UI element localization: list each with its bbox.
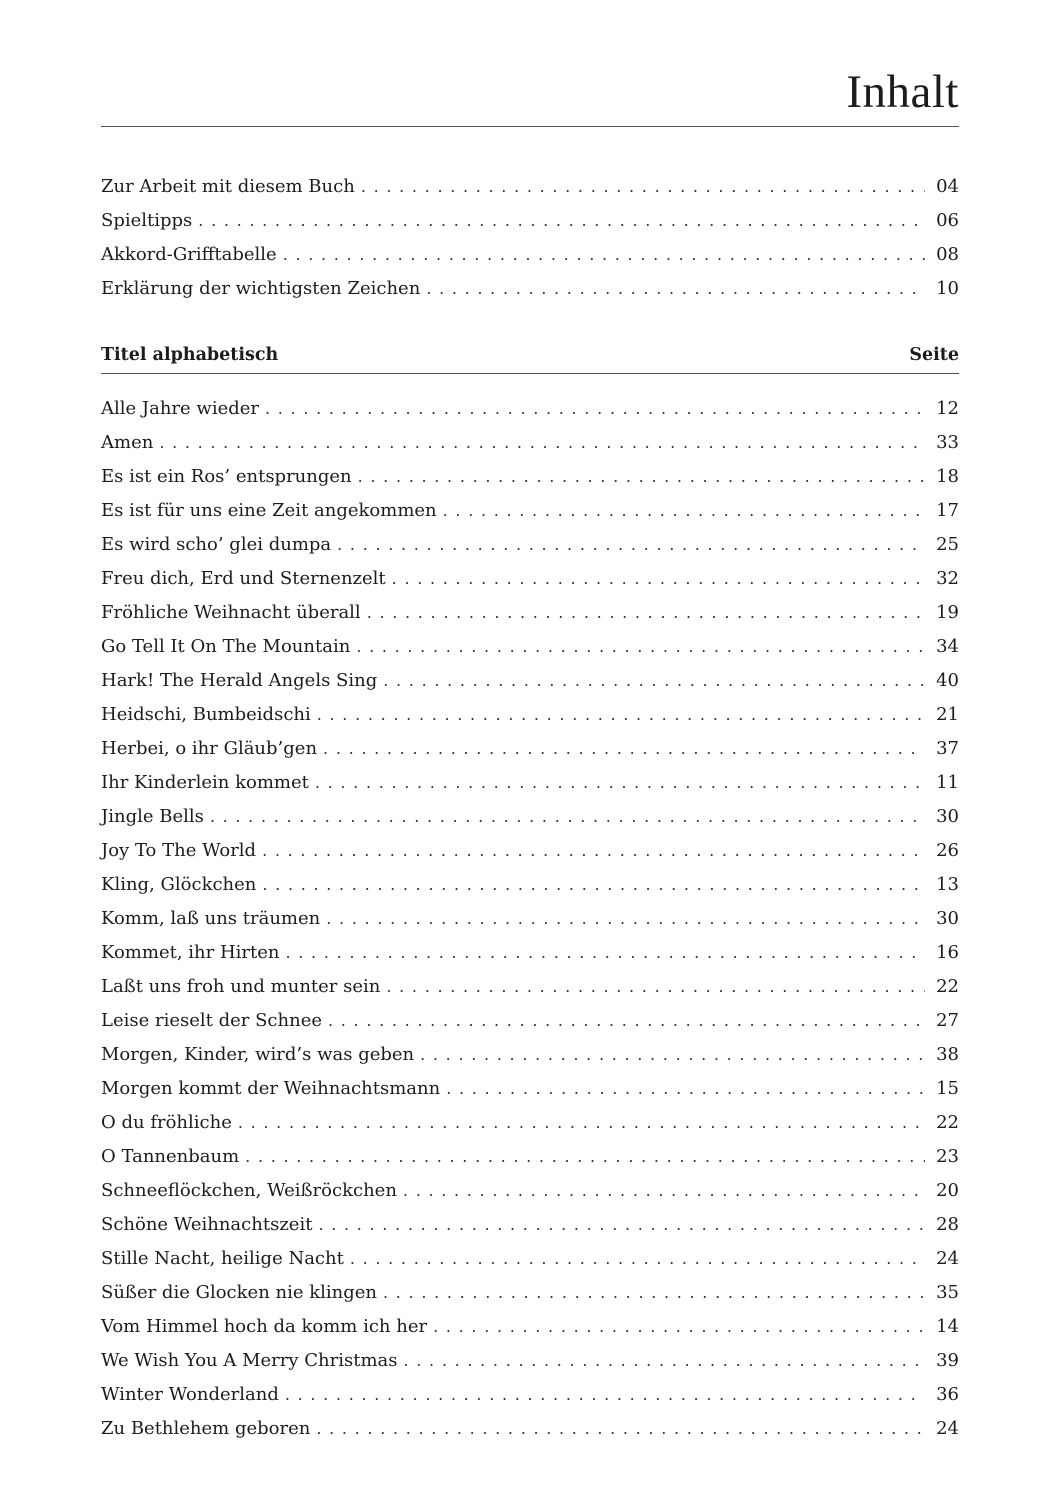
toc-entry-page: 25	[936, 534, 959, 555]
toc-entry-title: Es wird scho’ glei dumpa	[101, 534, 332, 555]
toc-entry-title: Ihr Kinderlein kommet	[101, 772, 309, 793]
toc-entry	[101, 800, 959, 834]
toc-entry-page: 18	[936, 466, 959, 487]
dot-leader	[350, 1242, 925, 1276]
toc-entry	[101, 392, 959, 426]
dot-leader	[392, 562, 925, 596]
toc-entry	[101, 766, 959, 800]
dot-leader	[210, 800, 925, 834]
toc-entry-title: Jingle Bells	[101, 806, 204, 827]
toc-entry-title: Leise rieselt der Schnee	[101, 1010, 322, 1031]
toc-entry	[101, 528, 959, 562]
toc-entry	[101, 1004, 959, 1038]
toc-entry-page: 04	[936, 176, 959, 197]
toc-entry-page: 06	[936, 210, 959, 231]
toc-entry	[101, 1378, 959, 1412]
toc-entry	[101, 732, 959, 766]
toc-entry-page: 38	[936, 1044, 959, 1065]
page-title: Inhalt	[846, 66, 959, 118]
toc-entry-page: 28	[936, 1214, 959, 1235]
dot-leader	[420, 1038, 925, 1072]
dot-leader	[317, 698, 925, 732]
toc-entry	[101, 834, 959, 868]
toc-entry-page: 35	[936, 1282, 959, 1303]
toc-entry	[101, 1038, 959, 1072]
dot-leader	[443, 494, 925, 528]
dot-leader	[426, 272, 925, 306]
toc-entry	[101, 494, 959, 528]
dot-leader	[404, 1344, 925, 1378]
toc-entry-page: 39	[936, 1350, 959, 1371]
toc-entry	[101, 664, 959, 698]
dot-leader	[315, 766, 925, 800]
toc-entry-title: Joy To The World	[101, 840, 257, 861]
toc-entry-page: 10	[936, 278, 959, 299]
dot-leader	[386, 970, 925, 1004]
toc-entry-page: 15	[936, 1078, 959, 1099]
toc-entry-page: 13	[936, 874, 959, 895]
toc-entry	[101, 238, 959, 272]
toc-entry-page: 40	[936, 670, 959, 691]
toc-entry-page: 26	[936, 840, 959, 861]
toc-entry	[101, 1106, 959, 1140]
toc-entry	[101, 1344, 959, 1378]
toc-entry-title: Laßt uns froh und munter sein	[101, 976, 381, 997]
toc-entry-title: Erklärung der wichtigsten Zeichen	[101, 278, 421, 299]
dot-leader	[356, 630, 925, 664]
dot-leader	[337, 528, 925, 562]
toc-entry-title: Süßer die Glocken nie klingen	[101, 1282, 378, 1303]
dot-leader	[316, 1412, 925, 1446]
toc-entry	[101, 1208, 959, 1242]
toc-entry-page: 14	[936, 1316, 959, 1337]
toc-entry-title: Winter Wonderland	[101, 1384, 279, 1405]
toc-entry-title: Schöne Weihnachtszeit	[101, 1214, 313, 1235]
toc-entry-title: Morgen kommt der Weihnachtsmann	[101, 1078, 441, 1099]
toc-entry-title: Spieltipps	[101, 210, 193, 231]
toc-entry-page: 22	[936, 1112, 959, 1133]
dot-leader	[323, 732, 925, 766]
toc-entry-page: 20	[936, 1180, 959, 1201]
dot-leader	[245, 1140, 925, 1174]
dot-leader	[198, 204, 925, 238]
intro-toc-list	[101, 170, 959, 306]
toc-entry	[101, 1242, 959, 1276]
toc-entry-title: Stille Nacht, heilige Nacht	[101, 1248, 344, 1269]
toc-entry-title: Vom Himmel hoch da komm ich her	[101, 1316, 428, 1337]
dot-leader	[358, 460, 925, 494]
toc-entry	[101, 170, 959, 204]
toc-entry	[101, 868, 959, 902]
toc-entry-title: O du fröhliche	[101, 1112, 232, 1133]
page-column-label: Seite	[909, 345, 959, 365]
toc-entry	[101, 1310, 959, 1344]
toc-entry	[101, 426, 959, 460]
toc-entry-title: Akkord-Grifftabelle	[101, 244, 277, 265]
dot-leader	[318, 1208, 925, 1242]
toc-entry-title: Komm, laß uns träumen	[101, 908, 321, 929]
dot-leader	[159, 426, 925, 460]
toc-entry-page: 22	[936, 976, 959, 997]
dot-leader	[238, 1106, 925, 1140]
dot-leader	[367, 596, 925, 630]
toc-entry	[101, 204, 959, 238]
toc-entry-title: Kling, Glöckchen	[101, 874, 257, 895]
section-divider	[101, 373, 959, 374]
toc-entry-title: Zur Arbeit mit diesem Buch	[101, 176, 355, 197]
toc-entry-page: 08	[936, 244, 959, 265]
toc-entry-title: Alle Jahre wieder	[101, 398, 260, 419]
toc-entry-title: Freu dich, Erd und Sternenzelt	[101, 568, 386, 589]
toc-entry-title: Fröhliche Weihnacht überall	[101, 602, 361, 623]
toc-entry	[101, 970, 959, 1004]
toc-entry-title: We Wish You A Merry Christmas	[101, 1350, 398, 1371]
toc-entry	[101, 936, 959, 970]
toc-entry-page: 24	[936, 1248, 959, 1269]
toc-entry	[101, 902, 959, 936]
dot-leader	[433, 1310, 925, 1344]
toc-entry-title: Heidschi, Bumbeidschi	[101, 704, 311, 725]
dot-leader	[285, 1378, 925, 1412]
toc-entry	[101, 630, 959, 664]
toc-entry-page: 21	[936, 704, 959, 725]
section-heading: Titel alphabetisch	[101, 345, 279, 365]
toc-entry-page: 16	[936, 942, 959, 963]
toc-entry	[101, 1412, 959, 1446]
toc-entry-title: Es ist ein Ros’ entsprungen	[101, 466, 352, 487]
toc-entry-title: Kommet, ihr Hirten	[101, 942, 280, 963]
toc-entry-title: Go Tell It On The Mountain	[101, 636, 351, 657]
toc-entry-page: 30	[936, 908, 959, 929]
dot-leader	[262, 834, 925, 868]
dot-leader	[265, 392, 925, 426]
toc-entry	[101, 1276, 959, 1310]
toc-entry-page: 12	[936, 398, 959, 419]
dot-leader	[383, 1276, 925, 1310]
toc-entry-page: 30	[936, 806, 959, 827]
toc-entry-page: 19	[936, 602, 959, 623]
title-divider	[101, 126, 959, 127]
toc-entry-title: Schneeflöckchen, Weißröckchen	[101, 1180, 397, 1201]
toc-entry-title: Zu Bethlehem geboren	[101, 1418, 311, 1439]
toc-entry-page: 34	[936, 636, 959, 657]
dot-leader	[326, 902, 925, 936]
toc-entry	[101, 1140, 959, 1174]
toc-entry-page: 11	[936, 772, 959, 793]
dot-leader	[403, 1174, 925, 1208]
toc-entry	[101, 1174, 959, 1208]
dot-leader	[262, 868, 925, 902]
dot-leader	[285, 936, 925, 970]
toc-entry	[101, 562, 959, 596]
toc-entry	[101, 698, 959, 732]
toc-entry-title: Hark! The Herald Angels Sing	[101, 670, 378, 691]
toc-entry-page: 23	[936, 1146, 959, 1167]
toc-entry-page: 37	[936, 738, 959, 759]
toc-entry-title: Es ist für uns eine Zeit angekommen	[101, 500, 437, 521]
toc-entry	[101, 596, 959, 630]
toc-entry-title: Amen	[101, 432, 154, 453]
toc-entry-page: 27	[936, 1010, 959, 1031]
song-toc-list	[101, 392, 959, 1446]
toc-entry-page: 36	[936, 1384, 959, 1405]
dot-leader	[328, 1004, 925, 1038]
toc-entry-page: 24	[936, 1418, 959, 1439]
toc-entry	[101, 460, 959, 494]
dot-leader	[283, 238, 925, 272]
dot-leader	[446, 1072, 925, 1106]
section-header	[101, 340, 959, 370]
toc-entry	[101, 1072, 959, 1106]
dot-leader	[361, 170, 925, 204]
toc-entry-page: 17	[936, 500, 959, 521]
toc-entry-title: O Tannenbaum	[101, 1146, 240, 1167]
toc-entry-title: Morgen, Kinder, wird’s was geben	[101, 1044, 415, 1065]
dot-leader	[383, 664, 925, 698]
toc-entry-page: 33	[936, 432, 959, 453]
toc-entry-title: Herbei, o ihr Gläub’gen	[101, 738, 318, 759]
toc-entry	[101, 272, 959, 306]
toc-entry-page: 32	[936, 568, 959, 589]
